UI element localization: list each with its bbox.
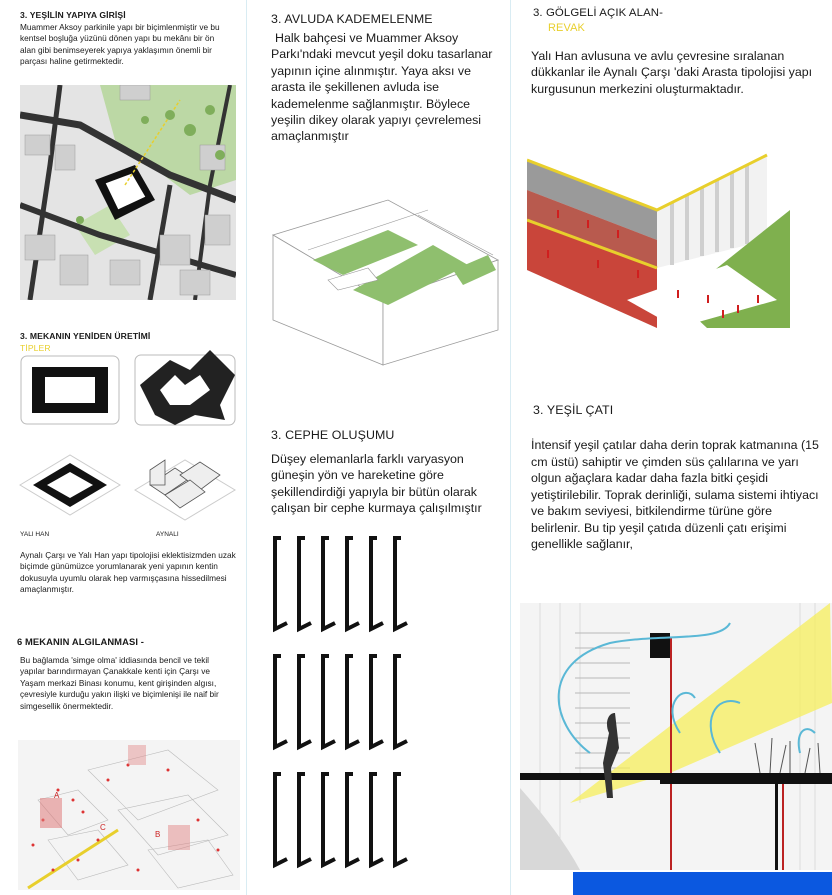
section-title-space-reproduction: 3. MEKANIN YENİDEN ÜRETİMİ (20, 331, 151, 341)
green-roof-section-image (520, 603, 832, 870)
section-body-facade-formation: Düşey elemanlarla farklı varyasyon güneşin yön ve hareketine göre şekillendirdiği yapıyla bir bütün olarak çalışan bir cephe kurmaya çalışılmıştır (271, 452, 482, 516)
revak-axon-image (527, 150, 790, 328)
facade-fin (323, 538, 335, 629)
blue-accent-strip (573, 872, 832, 895)
section-body-green-entry: Muammer Aksoy parkinile yapı bir biçimlenmiştir ve bu kentsel boşluğa yüzünü dönen yapı bu mekânı bir ön alan gibi benimseyerek yapıya yaklaşımın önemli bir parçası haline getirmektedir. (20, 22, 220, 67)
type-axon-yali-han (15, 440, 125, 520)
facade-fin (299, 538, 311, 629)
facade-fin (395, 774, 407, 865)
type-plan-yali-han (20, 355, 120, 425)
facade-fin (347, 538, 359, 629)
site-plan-image (20, 85, 236, 300)
section-subtitle-types: TİPLER (20, 343, 51, 353)
facade-fin (395, 538, 407, 629)
type-label-yali-han: YALI HAN (20, 531, 50, 538)
type-plan-aynali (130, 345, 240, 430)
facade-elements-diagram (270, 534, 420, 879)
section-title-facade-formation: 3. CEPHE OLUŞUMU (271, 428, 395, 442)
facade-fin (323, 774, 335, 865)
facade-fin (299, 774, 311, 865)
section-title-courtyard-terracing: 3. AVLUDA KADEMELENME (271, 12, 433, 26)
section-body-green-roof: İntensif yeşil çatılar daha derin toprak katmanına (15 cm üstü) sahiptir ve çimden süs çalılarına ve yarı olgun ağaçlara kadar daha fazla bitki çeşidi yetiştirilebilir. Toprak derinliği, sulama sistemi ihtiyacı ve bakım seviyesi, bitkilendirme türüne göre belirlenir. Bu tip yeşil çatıda düzenli çatı erişimi genellikle sağlanır, (531, 438, 819, 551)
section-subtitle-revak: REVAK (548, 22, 585, 34)
section-body-perception: Bu bağlamda 'simge olma' iddiasında bencil ve tekil yapılar barındırmayan Çanakkale kenti için Çarşı ve Yaşam merkazi Binası konumu, kent girişinden algısı, çevresiyle kurduğu yakın ilişki ve biçimlenişi ile naif bir simgesellik önermektedir. (20, 655, 219, 711)
section-body-courtyard-terracing: Halk bahçesi ve Muammer Aksoy Parkı'ndaki mevcut yeşil doku tasarlanar yapının içine alınmıştır. Yaya aksı ve arasta ile şekillenen avluda ise kademelenme sağlanmıştır. Böylece yeşilin dikey olarak yapıyı çevrelemesi amaçlanmıştır (271, 31, 493, 144)
facade-fin (275, 774, 287, 865)
section-title-green-entry: 3. YEŞİLİN YAPIYA GİRİŞİ (20, 10, 126, 20)
column-divider-1 (246, 0, 247, 895)
type-label-aynali: AYNALI (156, 531, 179, 538)
courtyard-axon-image (268, 190, 503, 370)
facade-fin (371, 774, 383, 865)
type-axon-aynali (130, 440, 240, 525)
perception-map-image (18, 740, 240, 890)
map-label-c: C (100, 823, 106, 832)
map-label-b: B (155, 830, 161, 839)
facade-fin (275, 538, 287, 629)
map-label-a: A (54, 791, 60, 800)
facade-fin (371, 538, 383, 629)
section-title-shaded-open-area: 3. GÖLGELİ AÇIK ALAN- (533, 7, 663, 19)
facade-fin (395, 656, 407, 747)
section-title-perception: 6 MEKANIN ALGILANMASI - (17, 636, 144, 647)
column-divider-2 (510, 0, 511, 895)
facade-fin (347, 774, 359, 865)
section-title-green-roof: 3. YEŞİL ÇATI (533, 403, 614, 417)
section-body-shaded-open-area: Yalı Han avlusuna ve avlu çevresine sıralanan dükkanlar ile Aynalı Çarşı 'daki Arasta tipolojisi yapı kurgusunun merkezini oluşturmaktadır. (531, 49, 813, 96)
facade-fin (275, 656, 287, 747)
facade-fin (347, 656, 359, 747)
facade-fin (299, 656, 311, 747)
section-body-space-reproduction: Aynalı Çarşı ve Yalı Han yapı tipolojisi eklektisizmden uzak biçimde günümüzce yorumlanarak yeni yapının kentin dokusuyla uyumlu olarak hep varmışçasına hissedilmesi amaçlanmıştır. (20, 550, 236, 595)
facade-fin (323, 656, 335, 747)
facade-fin (371, 656, 383, 747)
